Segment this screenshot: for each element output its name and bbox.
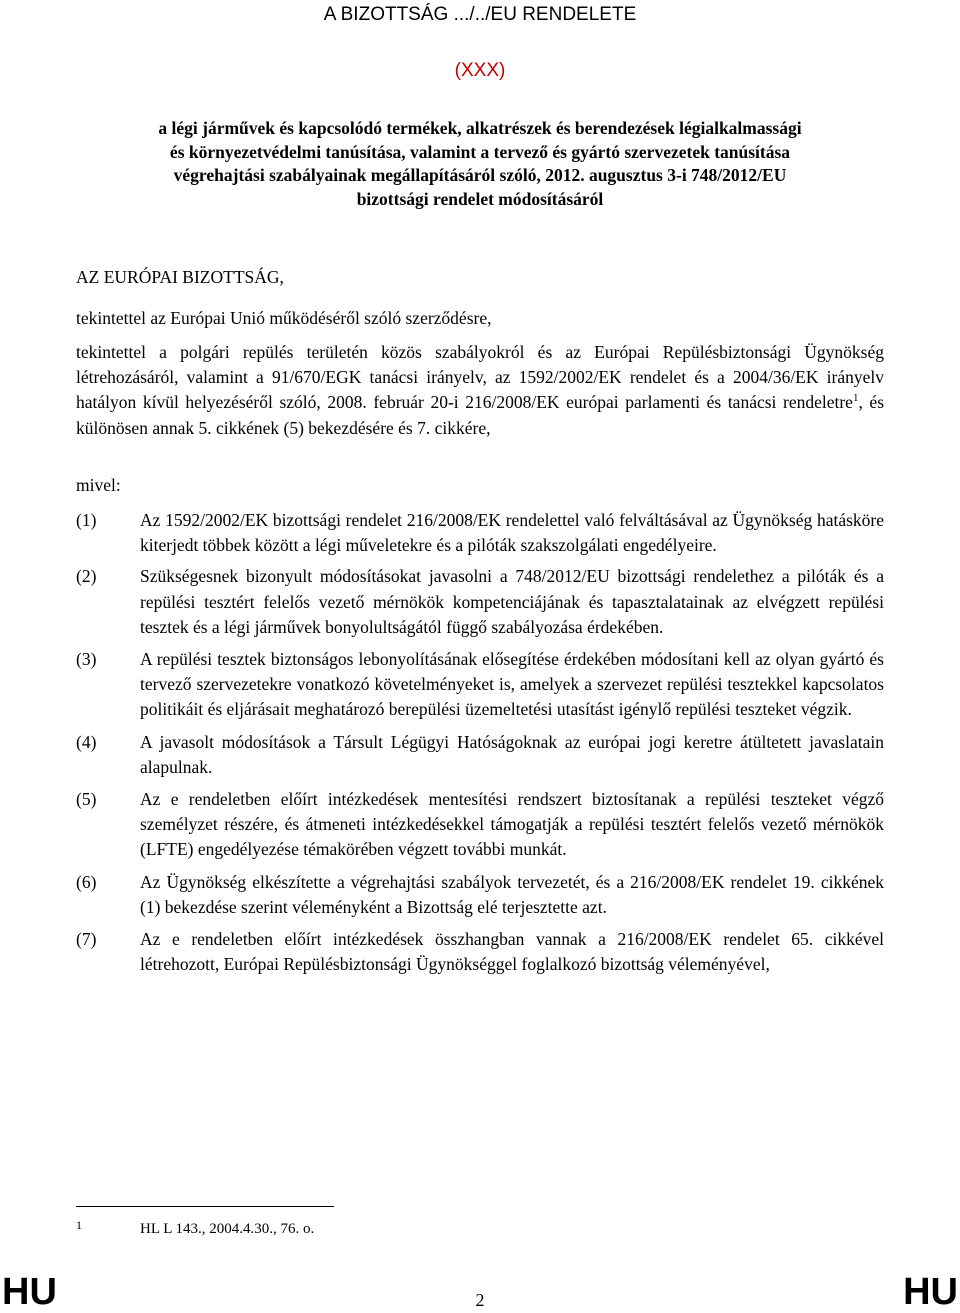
recital-item (76, 647, 884, 723)
footnote-number: 1 (76, 1218, 82, 1232)
recital-number: (4) (76, 731, 97, 752)
subject-line: bizottsági rendelet módosításáról (356, 188, 604, 209)
footnote-divider (76, 1206, 334, 1207)
subject-line: a légi járművek és kapcsolódó termékek, alkatrészek és berendezések légialkalmassági (158, 118, 802, 138)
recital-item (76, 787, 884, 863)
recital-text: A repülési tesztek biztonságos lebonyolításának elősegítése érdekében módosítani kell az olyan gyártó és tervező szervezetekre vonatkozó követelményeket is, amelyek a szervezet repülési tesztekkel kapcsolatos politikáit és eljárásait meghatározó berepülési üzemeltetési utasítást igénylő repülési teszteket végzik. (140, 649, 884, 720)
subject-line: végrehajtási szabályainak megállapításáról szóló, 2012. augusztus 3-i 748/2012/EU (173, 165, 787, 185)
having-regard-text-tail: , és különösen annak 5. cikkének (5) bekezdésére és 7. cikkére, (76, 392, 885, 438)
footnote-reference[interactable]: 1 (852, 392, 859, 405)
having-regard-treaty: tekintettel az Európai Unió működéséről szóló szerződésre, (76, 308, 492, 328)
recital-number: (6) (76, 871, 97, 892)
recital-text: Az Ügynökség elkészítette a végrehajtási szabályok tervezetét, és a 216/2008/EK rendelet 19. cikkének (1) bekezdése szerint véleményként a Bizottság elé terjesztette azt. (140, 871, 884, 917)
document-title: A BIZOTTSÁG .../../EU RENDELETE (323, 4, 637, 25)
recital-item (76, 564, 884, 640)
recital-text: Az e rendeletben előírt intézkedések mentesítési rendszert biztosítanak a repülési teszteket végző személyzet részére, és átmeneti intézkedésekkel támogatják a repülési tesztért felelős vezető mérnökök (LFTE) engedélyezése témakörében végzett további munkát. (140, 789, 884, 860)
having-regard-regulation (76, 340, 884, 441)
having-regard-text: tekintettel a polgári repülés területén közös szabályokról és az Európai Repülésbiztonsági Ügynökség létrehozásáról, valamint a 91/670/EGK tanácsi irányelv, az 1592/2002/EK rendelet és a 2004/36/EK irányelv hatályon kívül helyezéséről szóló, 2008. február 20-i 216/2008/EK európai parlamenti és tanácsi rendeletre (76, 342, 884, 413)
recital-item (76, 730, 884, 780)
recitals-list (76, 508, 884, 977)
institution-heading: AZ EURÓPAI BIZOTTSÁG, (76, 267, 284, 287)
recital-number: (7) (76, 929, 97, 950)
recital-text: Az e rendeletben előírt intézkedések összhangban vannak a 216/2008/EK rendelet 65. cikkével létrehozott, Európai Repülésbiztonsági Ügynökséggel foglalkozó bizottság véleményével, (140, 929, 884, 975)
recital-item (76, 508, 884, 558)
recital-item (76, 927, 884, 977)
whereas-label: mivel: (76, 475, 121, 495)
recital-number: (3) (76, 649, 97, 670)
recital-number: (5) (76, 789, 97, 810)
language-code-left: HU (2, 1271, 57, 1313)
document-reference: (XXX) (454, 60, 506, 81)
recital-text: A javasolt módosítások a Társult Légügyi Hatóságoknak az európai jogi keretre átültetett javaslatain alapulnak. (140, 731, 884, 777)
recital-text: Az 1592/2002/EK bizottsági rendelet 216/2008/EK rendelettel való felváltásával az Ügynökség hatásköre kiterjedt többek között a légi műveletekre és a pilóták szakszolgálati engedélyeire. (140, 510, 884, 556)
recital-number: (2) (76, 566, 97, 587)
page-number: 2 (475, 1290, 485, 1310)
footnote-text: HL L 143., 2004.4.30., 76. o. (140, 1221, 315, 1237)
language-code-right: HU (903, 1271, 958, 1313)
recital-number: (1) (76, 510, 97, 530)
document-subject (80, 117, 880, 211)
subject-line: és környezetvédelmi tanúsítása, valamint a tervező és gyártó szervezetek tanúsítása (169, 141, 791, 162)
recital-item (76, 870, 884, 920)
recital-text: Szükségesnek bizonyult módosításokat javasolni a 748/2012/EU bizottsági rendelethez a pilóták és a repülési tesztért felelős vezető mérnökök kompetenciájának és tapasztalatainak az elvégzett repülési tesztek és a légi járművek bonyolultságától függő szabályozása érdekében. (140, 566, 884, 637)
